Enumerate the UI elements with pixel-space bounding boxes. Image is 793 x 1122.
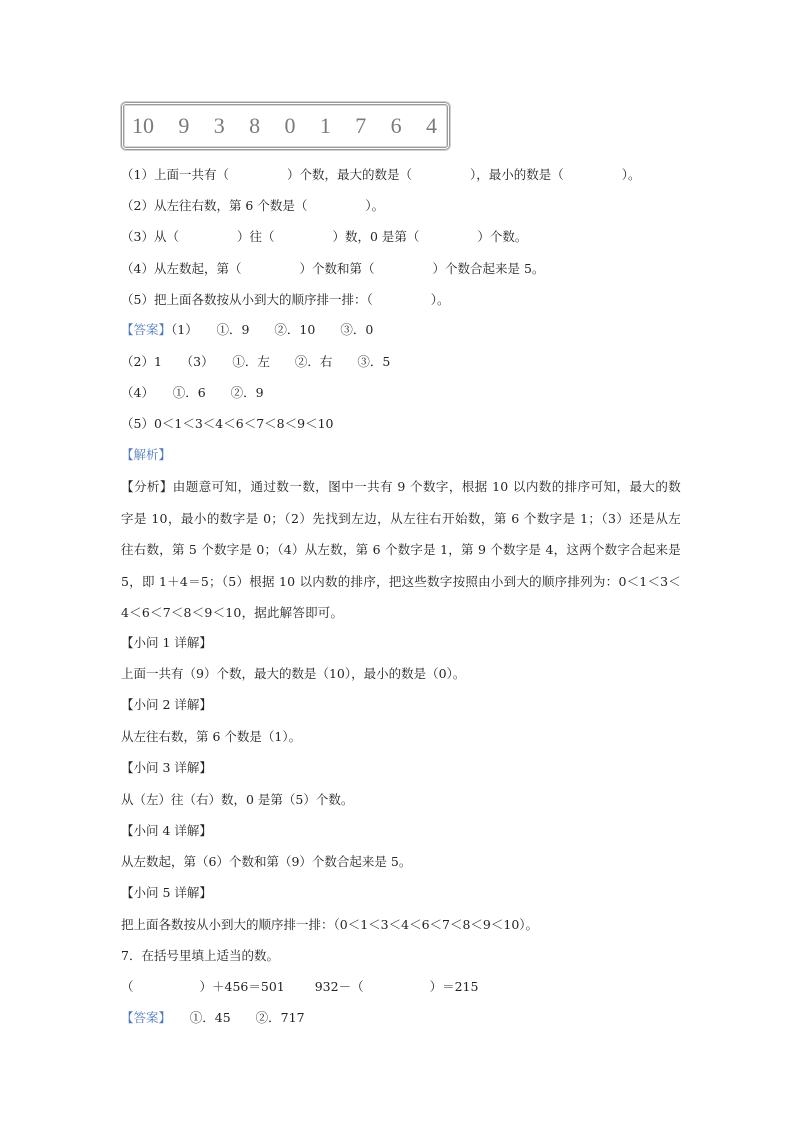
box-number: 1	[319, 113, 331, 138]
q-text: ）。	[621, 167, 641, 182]
q-text: （5）把上面各数按从小到大的顺序排一排：（	[121, 292, 373, 307]
box-number: 4	[426, 113, 437, 138]
analysis-label: 【解析】	[121, 447, 172, 462]
detail-1-text: 上面一共有（9）个数，最大的数是（10），最小的数是（0）。	[121, 666, 466, 681]
detail-3-heading: 【小问 3 详解】	[121, 760, 212, 775]
question-7-title: 7．在括号里填上适当的数。	[121, 948, 279, 963]
q-text: （4）从左数起，第（	[121, 261, 242, 276]
box-number: 6	[390, 113, 402, 138]
q-text: ）个数和第（	[299, 261, 375, 276]
detail-5-text: 把上面各数按从小到大的顺序排一排：（0＜1＜3＜4＜6＜7＜8＜9＜10）。	[121, 917, 539, 932]
answer-6-line-1	[121, 322, 373, 338]
answer-label: 【答案】	[121, 1010, 165, 1025]
answer-text: ①．45 ②．717	[164, 1010, 305, 1025]
answer-6-line-2: （2）1 （3） ①．左 ②．右 ③．5	[121, 354, 391, 369]
question-6-2	[121, 198, 384, 214]
question-6-3	[121, 229, 527, 245]
detail-2-heading: 【小问 2 详解】	[121, 697, 212, 712]
q-text: ）。	[430, 292, 450, 307]
detail-4-heading: 【小问 4 详解】	[121, 823, 212, 838]
q-text: ）往（	[236, 229, 275, 244]
analysis-paragraph: 【分析】由题意可知，通过数一数，图中一共有 9 个数字，根据 10 以内数的排序可知，最大的数字是 10，最小的数字是 0；（2）先找到左边，从左往右开始数，第 6 个数字是 1；（3）还是从左往右数，第 5 个数字是 0；（4）从左数，第 6 个数字是 1，第 9 个数字是 4，这两个数字合起来是 5，即 1＋4＝5；（5）根据 10 以内数的排序，把这些数字按照由小到大的顺序排列为：0＜1＜3＜4＜6＜7＜8＜9＜10，据此解答即可。	[121, 479, 681, 620]
detail-1-heading: 【小问 1 详解】	[121, 635, 212, 650]
answer-text: （1） ①．9 ②．10 ③．0	[171, 322, 374, 337]
eq-text: ）＝215	[429, 979, 479, 994]
box-number: 10	[132, 113, 154, 138]
eq-text: 932－（	[314, 979, 364, 994]
q-text: （3）从（	[121, 229, 179, 244]
question-6-1	[121, 167, 641, 183]
q-text: （2）从左往右数，第 6 个数是（	[121, 198, 308, 213]
detail-2-text: 从左往右数，第 6 个数是（1）。	[121, 729, 302, 744]
box-number: 7	[355, 113, 367, 138]
q-text: ）个数。	[477, 229, 528, 244]
box-number: 8	[249, 113, 261, 138]
question-6-5	[121, 292, 449, 308]
detail-5-heading: 【小问 5 详解】	[121, 885, 212, 900]
q-text: ）数，0 是第（	[332, 229, 420, 244]
number-sequence-box	[121, 102, 450, 150]
q-text: ）个数合起来是 5。	[432, 261, 545, 276]
box-number: 3	[213, 113, 225, 138]
detail-4-text: 从左数起，第（6）个数和第（9）个数合起来是 5。	[121, 854, 412, 869]
q-text: ）。	[365, 198, 385, 213]
box-number: 9	[178, 113, 190, 138]
q-text: （1）上面一共有（	[121, 167, 229, 182]
answer-label: 【答案】	[121, 322, 172, 337]
q-text: ）个数，最大的数是（	[286, 167, 412, 182]
question-6-4	[121, 261, 544, 277]
answer-6-line-4: （5）0＜1＜3＜4＜6＜7＜8＜9＜10	[121, 416, 334, 431]
answer-7	[121, 1010, 305, 1026]
detail-3-text: 从（左）往（右）数，0 是第（5）个数。	[121, 792, 354, 807]
eq-text: （	[121, 979, 134, 994]
answer-6-line-3: （4） ①．6 ②．9	[121, 385, 264, 400]
question-7-equations	[121, 979, 478, 995]
q-text: ），最小的数是（	[469, 167, 564, 182]
box-number: 0	[284, 113, 296, 138]
eq-text: ）＋456＝501	[199, 979, 285, 994]
